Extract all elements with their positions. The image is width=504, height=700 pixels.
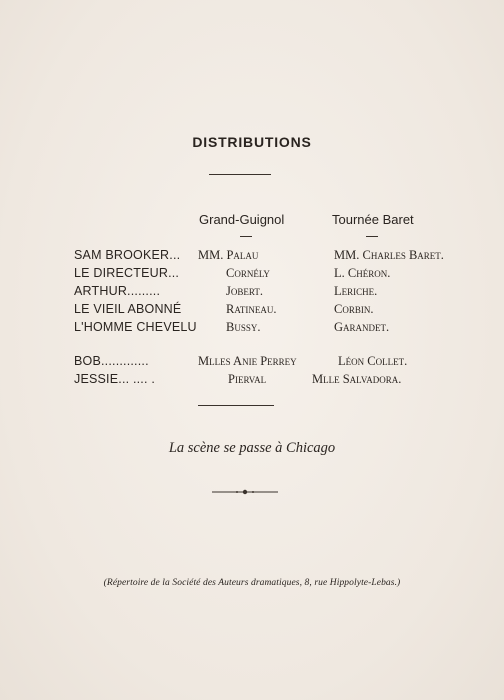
actor-grand-guignol: Bussy.: [226, 320, 261, 334]
column-dash-right: [366, 236, 378, 237]
actor-grand-guignol: Jobert.: [226, 284, 263, 298]
cast-row: [0, 372, 504, 390]
actor-grand-guignol: Pierval: [228, 372, 267, 386]
actor-tournee-baret: MM. Charles Baret.: [334, 248, 444, 262]
actor-tournee-baret: Garandet.: [334, 320, 390, 334]
actor-tournee-baret: L. Chéron.: [334, 266, 391, 280]
actor-grand-guignol: Ratineau.: [226, 302, 277, 316]
role-name: JESSIE... .... .: [74, 372, 156, 386]
actor-tournee-baret: Leriche.: [334, 284, 378, 298]
actor-tournee-baret: Léon Collet.: [338, 354, 408, 368]
role-name: ARTHUR.........: [74, 284, 161, 298]
cast-row: [0, 320, 504, 338]
actor-grand-guignol: MM. Palau: [198, 248, 259, 262]
ornament-divider: [212, 487, 278, 497]
actor-tournee-baret: Mlle Salvadora.: [312, 372, 402, 386]
role-name: LE VIEIL ABONNÉ: [74, 302, 182, 316]
role-name: L'HOMME CHEVELU: [74, 320, 197, 334]
role-name: LE DIRECTEUR...: [74, 266, 180, 280]
cast-row: [0, 284, 504, 302]
section-divider: [198, 405, 274, 406]
cast-row: [0, 248, 504, 266]
column-dash-left: [240, 236, 252, 237]
column-header-tournee-baret: Tournée Baret: [332, 212, 414, 227]
cast-row: [0, 266, 504, 284]
role-name: SAM BROOKER...: [74, 248, 181, 262]
column-header-grand-guignol: Grand-Guignol: [199, 212, 285, 227]
repertoire-note: (Répertoire de la Société des Auteurs dramatiques, 8, rue Hippolyte-Lebas.): [103, 578, 401, 588]
setting-line: La scène se passe à Chicago: [168, 440, 336, 456]
actor-grand-guignol: Cornély: [226, 266, 270, 280]
role-name: BOB.............: [74, 354, 149, 368]
cast-row: [0, 354, 504, 372]
page-title: DISTRIBUTIONS: [192, 134, 312, 150]
actor-grand-guignol: Mlles Anie Perrey: [198, 354, 297, 368]
actor-tournee-baret: Corbin.: [334, 302, 374, 316]
title-underline: [209, 174, 271, 175]
cast-row: [0, 302, 504, 320]
